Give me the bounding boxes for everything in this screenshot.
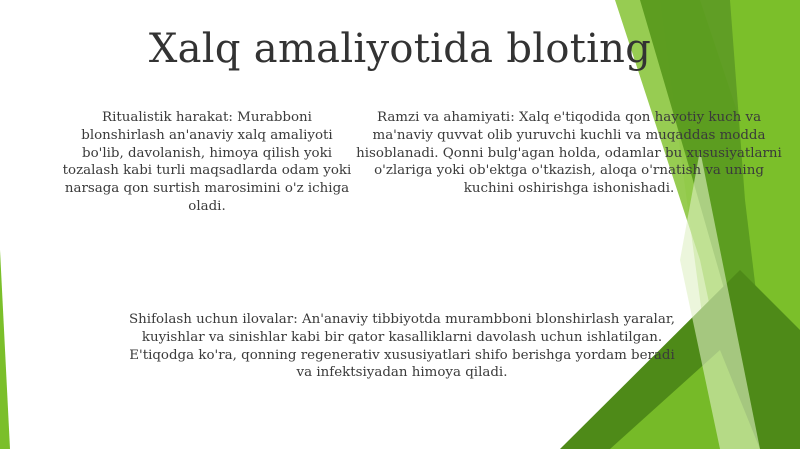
text-block-symbolism: Ramzi va ahamiyati: Xalq e'tiqodida qon hayotiy kuch va ma'naviy quvvat olib yuruvchi kuchli va muqaddas modda hisoblanadi. Qonni bulg'agan holda, odamlar bu xususiyatlarni o'zlariga yoki ob'ektga o'tkazish, aloqa o'rnatish va uning kuchini oshirishga ishonishadi. <box>356 110 782 197</box>
text-block-ritual: Ritualistik harakat: Murabboni blonshirlash an'anaviy xalq amaliyoti bo'lib, davolanish, himoya qilish yoki tozalash kabi turli maqsadlarda odam yoki narsaga qon surtish marosimini o'z ichiga oladi. <box>62 110 352 214</box>
slide-title: Xalq amaliyotida bloting <box>148 26 652 72</box>
left-green-strip <box>0 250 10 449</box>
text-block-healing: Shifolash uchun ilovalar: An'anaviy tibbiyotda murambboni blonshirlash yaralar, kuyishlar va sinishlar kabi bir qator kasalliklarni davolash uchun ishlatilgan. E'tiqodga ko'ra, qonning regenerativ xususiyatlari shifo berishga yordam beradi va infektsiyadan himoya qiladi. <box>128 312 676 381</box>
